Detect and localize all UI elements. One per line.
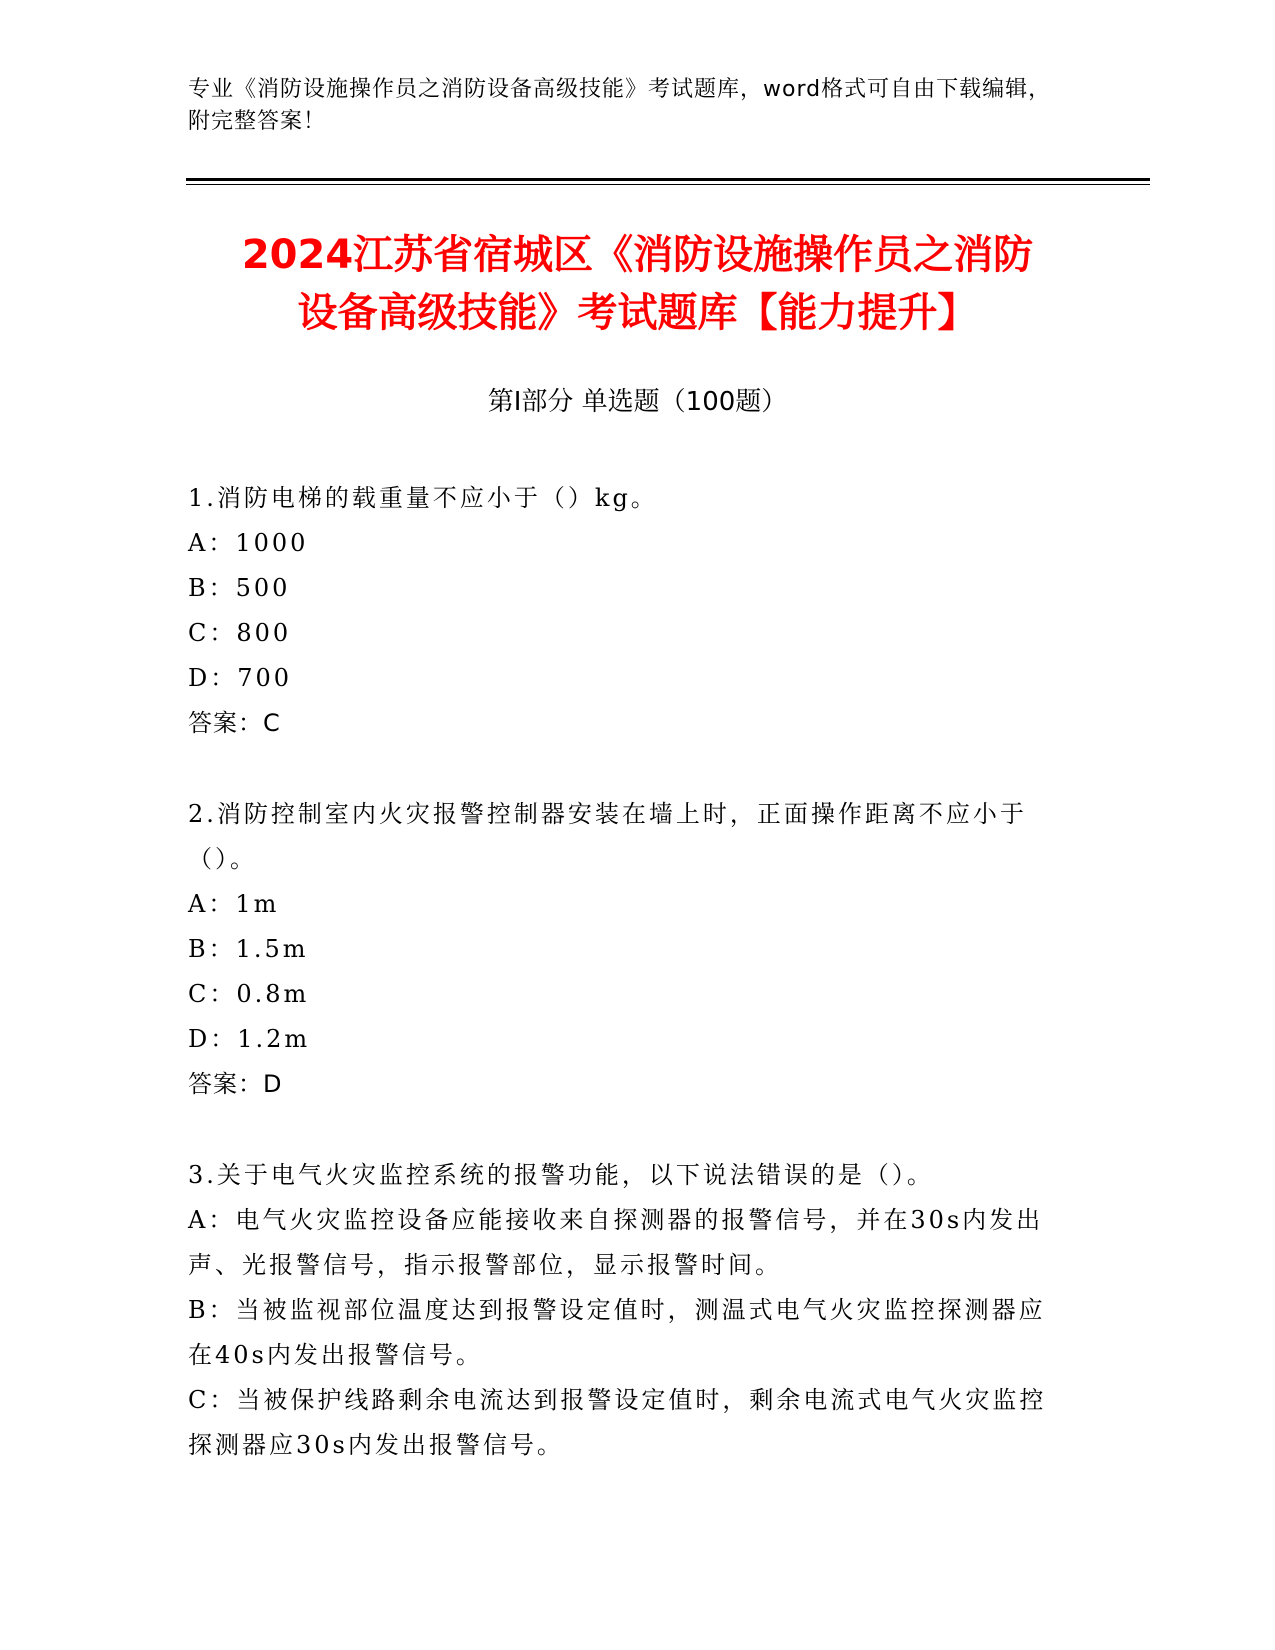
question-stem: 3.关于电气火灾监控系统的报警功能，以下说法错误的是（）。 (188, 1161, 934, 1189)
option-c: C：0.8m (188, 980, 310, 1008)
option-d: D：1.2m (188, 1025, 311, 1053)
question-1 (188, 476, 1068, 746)
option-a: A：1000 (188, 529, 309, 557)
answer: 答案：D (188, 1070, 283, 1098)
header-rule-thin (186, 184, 1150, 185)
option-c: C：当被保护线路剩余电流达到报警设定值时，剩余电流式电气火灾监控探测器应30s内发出报警信号。 (188, 1386, 1047, 1459)
question-2 (188, 792, 1068, 1107)
question-stem: 1.消防电梯的载重量不应小于（）kg。 (188, 484, 658, 512)
title-line-2: 设备高级技能》考试题库【能力提升】 (297, 290, 978, 336)
document-title (150, 226, 1125, 342)
section-title: 第I部分 单选题（100题） (487, 387, 788, 417)
option-c: C：800 (188, 619, 292, 647)
option-b: B：1.5m (188, 935, 309, 963)
option-d: D：700 (188, 664, 293, 692)
answer: 答案：C (188, 709, 281, 737)
option-a: A：电气火灾监控设备应能接收来自探测器的报警信号，并在30s内发出声、光报警信号，指示报警部位，显示报警时间。 (188, 1206, 1044, 1279)
question-list (188, 476, 1068, 1514)
header-note: 专业《消防设施操作员之消防设备高级技能》考试题库，word格式可自由下载编辑，附完整答案！ (188, 77, 1052, 134)
question-stem: 2.消防控制室内火灾报警控制器安装在墙上时，正面操作距离不应小于（）。 (188, 800, 1027, 873)
option-a: A：1m (188, 890, 280, 918)
option-b: B：当被监视部位温度达到报警设定值时，测温式电气火灾监控探测器应在40s内发出报警信号。 (188, 1296, 1046, 1369)
option-b: B：500 (188, 574, 291, 602)
header-rule-thick (186, 178, 1150, 181)
title-line-1: 2024江苏省宿城区《消防设施操作员之消防 (241, 232, 1034, 278)
question-3 (188, 1153, 1068, 1468)
